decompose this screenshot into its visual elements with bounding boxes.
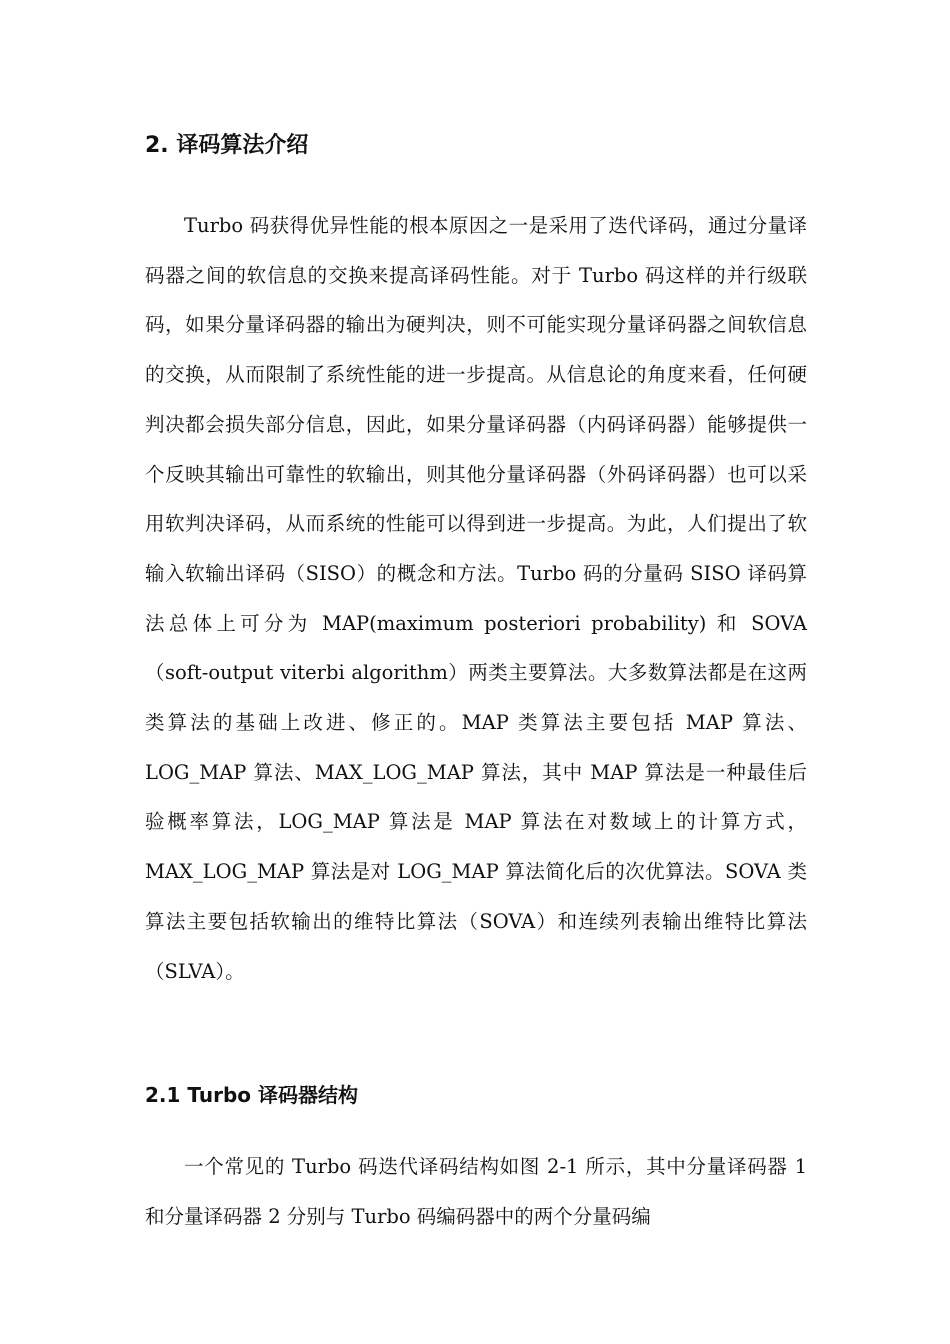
subsection-paragraph: 一个常见的 Turbo 码迭代译码结构如图 2-1 所示，其中分量译码器 1 和分量译码器 2 分别与 Turbo 码编码器中的两个分量码编 <box>145 1155 807 1228</box>
section-paragraph: Turbo 码获得优异性能的根本原因之一是采用了迭代译码，通过分量译码器之间的软信息的交换来提高译码性能。对于 Turbo 码这样的并行级联码，如果分量译码器的输出为硬判决，则不可能实现分量译码器之间软信息的交换，从而限制了系统性能的进一步提高。从信息论的角度来看，任何硬判决都会损失部分信息，因此，如果分量译码器（内码译码器）能够提供一个反映其输出可靠性的软输出，则其他分量译码器（外码译码器）也可以采用软判决译码，从而系统的性能可以得到进一步提高。为此，人们提出了软输入软输出译码（SISO）的概念和方法。Turbo 码的分量码 SISO 译码算法总体上可分为 MAP(maximum posteriori probability) 和 SOVA （soft-output viterbi algorithm）两类主要算法。大多数算法都是在这两类算法的基础上改进、修正的。MAP 类算法主要包括 MAP 算法、LOG_MAP 算法、MAX_LOG_MAP 算法，其中 MAP 算法是一种最佳后验概率算法，LOG_MAP 算法是 MAP 算法在对数域上的计算方式，MAX_LOG_MAP 算法是对 LOG_MAP 算法简化后的次优算法。SOVA 类算法主要包括软输出的维特比算法（SOVA）和连续列表输出维特比算法（SLVA）。 <box>145 214 807 983</box>
subsection-heading: 2.1 Turbo 译码器结构 <box>145 1083 358 1107</box>
section-heading: 2. 译码算法介绍 <box>145 133 309 158</box>
